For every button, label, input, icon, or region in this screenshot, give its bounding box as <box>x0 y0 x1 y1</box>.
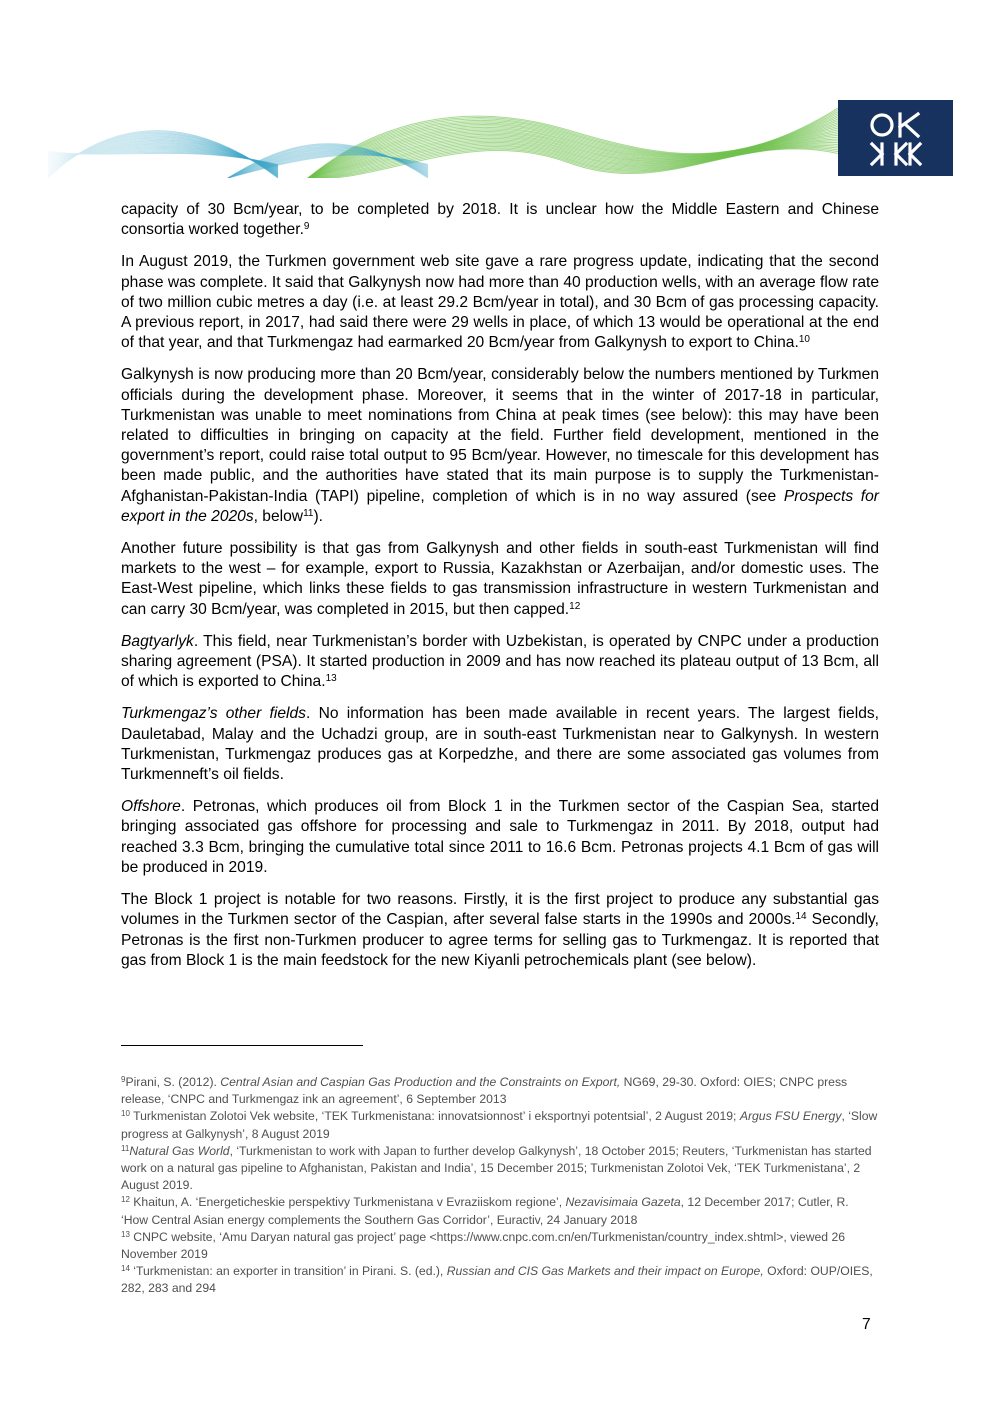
text-run: Galkynysh is now producing more than 20 Bcm/year, considerably below the numbers mentioned by Turkmen officials during the development phase. Moreover, it seems that in the winter of 2017-18 in particular, Turkmenistan was unable to meet nominations from China at peak times (see below): this may have been related to difficulties in bringing on capacity at the field. Further field development, mentioned in the government’s report, could raise total output to 95 Bcm/year. However, no timescale for this development has been made public, and the authorities have stated that its main purpose is to supply the Turkmenistan-Afghanistan-Pakistan-India (TAPI) pipeline, completion of which is in no way assured (see <box>121 366 879 505</box>
text-run: , below <box>253 507 304 525</box>
text-run: . Petronas, which produces oil from Block 1 in the Turkmen sector of the Caspian Sea, started bringing associated gas offshore for processing and sale to Turkmengaz in 2011. By 2018, output had reached 3.3 Bcm, bringing the cumulative total since 2011 to 16.6 Bcm. Petronas projects 4.1 Bcm of gas will be produced in 2019. <box>121 798 879 876</box>
text-run: , 12 December 2017; Cutler, R. ‘How Central Asian energy complements the Southern Gas Corridor’, Euractiv, 24 January 2018 <box>121 1195 849 1227</box>
text-run: NG69, 29-30. Oxford: OIES; CNPC press release, ‘CNPC and Turkmengaz ink an agreement’, 6 September 2013 <box>121 1075 848 1107</box>
footnote-ref: 13 <box>121 1229 130 1239</box>
footnotes <box>121 1074 879 1298</box>
text-run: The Block 1 project is notable for two reasons. Firstly, it is the first project to produce any substantial gas volumes in the Turkmen sector of the Caspian, after several false starts in the 1990s and 2000s. <box>121 891 879 929</box>
text-run: CNPC website, ‘Amu Daryan natural gas project’ page <https://www.cnpc.com.cn/en/Turkmenistan/country_index.shtml>, viewed 26 November 2019 <box>121 1229 846 1262</box>
italic-text: Central Asian and Caspian Gas Production and the Constraints on Export, <box>220 1075 621 1089</box>
footnote-separator <box>121 1045 363 1046</box>
footnote <box>121 1229 879 1263</box>
footnote-ref: 12 <box>569 600 581 612</box>
body-paragraph <box>121 252 879 353</box>
footnote-ref: 10 <box>121 1109 130 1119</box>
italic-text: Nezavisimaia Gazeta <box>565 1195 681 1210</box>
footnote-ref: 10 <box>798 334 810 346</box>
footnote-ref: 14 <box>795 911 807 923</box>
italic-text: Natural Gas World <box>129 1143 230 1158</box>
text-run: Pirani, S. (2012). <box>125 1075 221 1089</box>
footnote <box>121 1194 879 1228</box>
italic-text: Argus FSU Energy <box>739 1109 842 1124</box>
body-paragraph <box>121 890 879 971</box>
oies-logo <box>838 100 953 176</box>
text-run: Turkmenistan Zolotoi Vek website, ‘TEK Turkmenistana: innovatsionnost’ i eksportnyi potentsial’, 2 August 2019; <box>129 1109 740 1124</box>
footnote <box>121 1108 879 1142</box>
body-paragraph <box>121 704 879 785</box>
text-run: Secondly, Petronas is the first non-Turkmen producer to agree terms for selling gas to Turkmengaz. It is reported that gas from Block 1 is the main feedstock for the new Kiyanli petrochemicals plant (see below). <box>121 911 879 969</box>
italic-text: Russian and CIS Gas Markets and their impact on Europe, <box>446 1264 764 1279</box>
text-run: . No information has been made available in recent years. The largest fields, Dauletabad, Malay and the Uchadzi group, are in south-east Turkmenistan near to Galkynysh. In western Turkmenistan, Turkmengaz produces gas at Korpedzhe, and there are some associated gas volumes from Turkmenneft’s oil fields. <box>121 705 879 784</box>
body-paragraph <box>121 632 879 693</box>
page-number: 7 <box>862 1316 871 1333</box>
text-run: Oxford: OUP/OIES, 282, 283 and 294 <box>121 1264 873 1296</box>
footnote-ref: 13 <box>325 673 337 685</box>
text-run: ‘Turkmenistan: an exporter in transition’ in Pirani. S. (ed.), <box>129 1264 447 1279</box>
italic-text: Offshore <box>121 798 181 816</box>
footnote-ref: 9 <box>121 1075 126 1084</box>
footnote-ref: 11 <box>303 507 314 519</box>
text-run: , ‘Turkmenistan to work with Japan to further develop Galkynysh’, 18 October 2015; Reuters, ‘Turkmenistan has started work on a natural gas pipeline to Afghanistan, Pakistan and India’, 15 December 2015; Turkmenistan Zolotoi Vek, ‘TEK Turkmenistana’, 2 August 2019. <box>121 1143 872 1193</box>
italic-text: Turkmengaz’s other fields <box>121 705 306 723</box>
footnote-ref: 11 <box>121 1143 130 1153</box>
italic-text: Prospects for export in the 2020s <box>121 487 880 525</box>
text-run: capacity of 30 Bcm/year, to be completed by 2018. It is unclear how the Middle Eastern and Chinese consortia worked together. <box>121 201 879 239</box>
text-run: , ‘Slow progress at Galkynysh’, 8 August 2019 <box>121 1109 878 1141</box>
body-paragraph <box>121 539 879 620</box>
footnote <box>121 1143 879 1195</box>
text-run: ). <box>313 507 323 525</box>
footnote <box>121 1074 879 1108</box>
body-paragraph <box>121 365 879 527</box>
body-paragraph <box>121 200 879 240</box>
body-paragraph <box>121 797 879 878</box>
text-run: Another future possibility is that gas from Galkynysh and other fields in south-east Turkmenistan will find markets to the west – for example, export to Russia, Kazakhstan or Azerbaijan, and/or domestic uses. The East-West pipeline, which links these fields to gas transmission infrastructure in western Turkmenistan and can carry 30 Bcm/year, was completed in 2015, but then capped. <box>121 540 879 618</box>
text-run: Khaitun, A. ‘Energeticheskie perspektivy Turkmenistana v Evraziiskom regione’, <box>129 1195 566 1210</box>
footnote-ref: 9 <box>303 221 310 233</box>
text-run: . This field, near Turkmenistan’s border with Uzbekistan, is operated by CNPC under a production sharing agreement (PSA). It started production in 2009 and has now reached its plateau output of 13 Bcm, all of which is exported to China. <box>121 632 879 691</box>
text-run: In August 2019, the Turkmen government web site gave a rare progress update, indicating that the second phase was complete. It said that Galkynysh now had more than 40 production wells, with an average flow rate of two million cubic metres a day (i.e. at least 29.2 Bcm/year in total), and 30 Bcm of gas processing capacity. A previous report, in 2017, had said there were 29 wells in place, of which 13 would be operational at the end of that year, and that Turkmengaz had earmarked 20 Bcm/year from Galkynysh to export to China. <box>121 253 879 352</box>
header-wave-banner <box>48 100 838 178</box>
footnote-ref: 12 <box>121 1195 130 1205</box>
footnote <box>121 1263 879 1297</box>
footnote-ref: 14 <box>121 1264 130 1274</box>
body-text <box>121 200 879 983</box>
italic-text: Bagtyarlyk <box>121 632 194 650</box>
